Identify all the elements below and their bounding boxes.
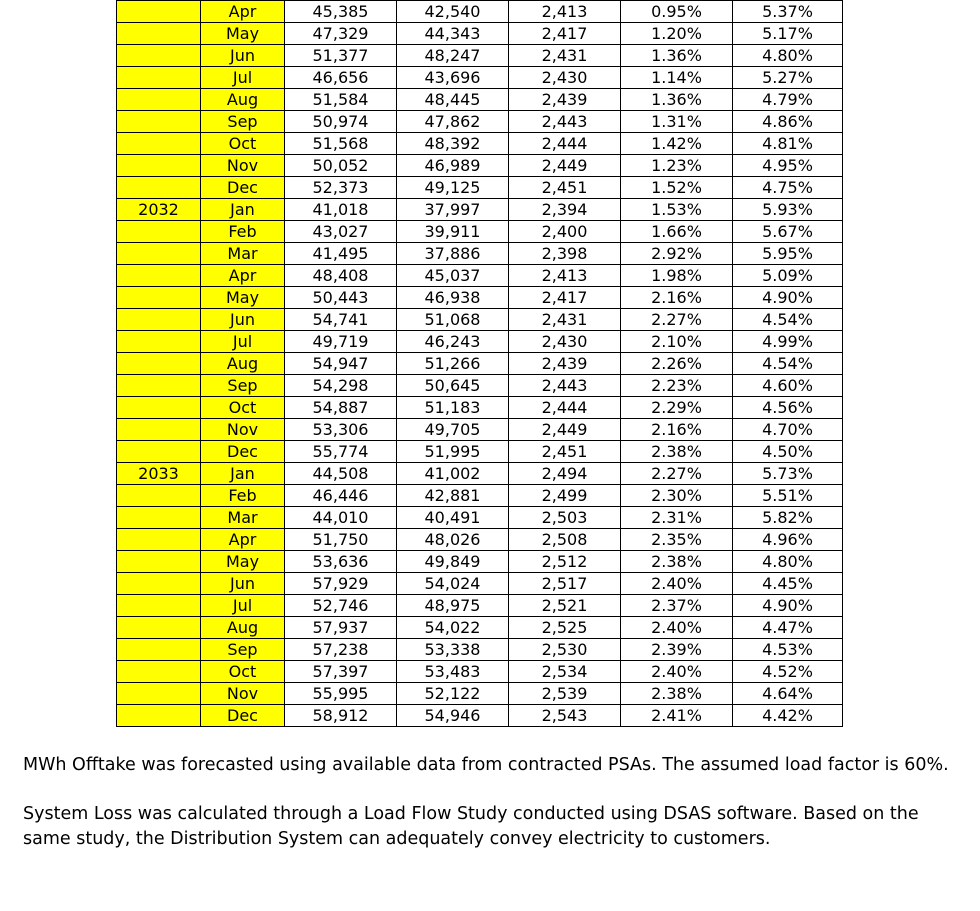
value-cell-2: 54,024	[397, 573, 509, 595]
value-cell-2: 49,125	[397, 177, 509, 199]
value-cell-3: 2,517	[509, 573, 621, 595]
year-cell	[117, 133, 201, 155]
value-cell-2: 51,266	[397, 353, 509, 375]
value-cell-4: 2.30%	[621, 485, 733, 507]
value-cell-5: 4.50%	[733, 441, 843, 463]
table-row	[117, 1, 843, 23]
month-cell: May	[201, 551, 285, 573]
value-cell-2: 49,849	[397, 551, 509, 573]
year-cell	[117, 705, 201, 727]
year-cell	[117, 573, 201, 595]
value-cell-1: 41,495	[285, 243, 397, 265]
table-row	[117, 45, 843, 67]
table-body	[117, 1, 843, 727]
value-cell-3: 2,444	[509, 397, 621, 419]
value-cell-3: 2,534	[509, 661, 621, 683]
value-cell-4: 2.31%	[621, 507, 733, 529]
value-cell-1: 51,377	[285, 45, 397, 67]
value-cell-4: 2.39%	[621, 639, 733, 661]
value-cell-2: 42,540	[397, 1, 509, 23]
value-cell-2: 54,022	[397, 617, 509, 639]
value-cell-1: 41,018	[285, 199, 397, 221]
table-row	[117, 705, 843, 727]
month-cell: May	[201, 23, 285, 45]
value-cell-5: 4.80%	[733, 45, 843, 67]
value-cell-2: 48,445	[397, 89, 509, 111]
value-cell-3: 2,394	[509, 199, 621, 221]
value-cell-3: 2,430	[509, 331, 621, 353]
value-cell-4: 2.16%	[621, 419, 733, 441]
value-cell-4: 2.40%	[621, 617, 733, 639]
value-cell-2: 52,122	[397, 683, 509, 705]
month-cell: Aug	[201, 89, 285, 111]
year-cell	[117, 331, 201, 353]
value-cell-4: 1.36%	[621, 89, 733, 111]
value-cell-4: 1.36%	[621, 45, 733, 67]
value-cell-3: 2,449	[509, 419, 621, 441]
value-cell-5: 4.53%	[733, 639, 843, 661]
month-cell: Dec	[201, 177, 285, 199]
value-cell-2: 51,068	[397, 309, 509, 331]
table-row	[117, 507, 843, 529]
value-cell-1: 53,306	[285, 419, 397, 441]
value-cell-4: 1.14%	[621, 67, 733, 89]
value-cell-2: 48,026	[397, 529, 509, 551]
value-cell-2: 43,696	[397, 67, 509, 89]
year-cell	[117, 397, 201, 419]
value-cell-1: 51,568	[285, 133, 397, 155]
value-cell-4: 2.27%	[621, 463, 733, 485]
year-cell	[117, 111, 201, 133]
month-cell: Sep	[201, 375, 285, 397]
value-cell-1: 47,329	[285, 23, 397, 45]
value-cell-5: 4.52%	[733, 661, 843, 683]
year-cell	[117, 45, 201, 67]
month-cell: Jul	[201, 595, 285, 617]
month-cell: Aug	[201, 617, 285, 639]
value-cell-3: 2,400	[509, 221, 621, 243]
value-cell-5: 4.96%	[733, 529, 843, 551]
value-cell-5: 4.90%	[733, 595, 843, 617]
table-row	[117, 111, 843, 133]
year-cell	[117, 551, 201, 573]
value-cell-5: 4.45%	[733, 573, 843, 595]
value-cell-3: 2,530	[509, 639, 621, 661]
value-cell-1: 54,298	[285, 375, 397, 397]
month-cell: May	[201, 287, 285, 309]
value-cell-2: 45,037	[397, 265, 509, 287]
value-cell-1: 57,929	[285, 573, 397, 595]
table-row	[117, 441, 843, 463]
month-cell: Oct	[201, 661, 285, 683]
value-cell-1: 57,238	[285, 639, 397, 661]
value-cell-1: 50,443	[285, 287, 397, 309]
year-cell	[117, 441, 201, 463]
value-cell-2: 37,997	[397, 199, 509, 221]
value-cell-1: 54,887	[285, 397, 397, 419]
year-cell	[117, 23, 201, 45]
value-cell-4: 2.92%	[621, 243, 733, 265]
value-cell-4: 1.42%	[621, 133, 733, 155]
value-cell-5: 4.64%	[733, 683, 843, 705]
note-offtake: MWh Offtake was forecasted using available data from contracted PSAs. The assumed load factor is 60%.	[23, 755, 949, 775]
value-cell-4: 2.35%	[621, 529, 733, 551]
year-cell	[117, 529, 201, 551]
value-cell-2: 42,881	[397, 485, 509, 507]
month-cell: Apr	[201, 1, 285, 23]
value-cell-1: 55,995	[285, 683, 397, 705]
table-row	[117, 331, 843, 353]
value-cell-1: 50,974	[285, 111, 397, 133]
value-cell-1: 44,010	[285, 507, 397, 529]
value-cell-4: 2.23%	[621, 375, 733, 397]
value-cell-5: 4.47%	[733, 617, 843, 639]
value-cell-4: 2.10%	[621, 331, 733, 353]
value-cell-3: 2,521	[509, 595, 621, 617]
value-cell-4: 0.95%	[621, 1, 733, 23]
table-row	[117, 309, 843, 331]
value-cell-3: 2,451	[509, 441, 621, 463]
value-cell-4: 1.23%	[621, 155, 733, 177]
table-row	[117, 89, 843, 111]
value-cell-4: 2.37%	[621, 595, 733, 617]
year-cell	[117, 617, 201, 639]
table-row	[117, 683, 843, 705]
month-cell: Jul	[201, 331, 285, 353]
month-cell: Apr	[201, 265, 285, 287]
value-cell-5: 5.51%	[733, 485, 843, 507]
value-cell-1: 55,774	[285, 441, 397, 463]
month-cell: Jun	[201, 573, 285, 595]
year-cell	[117, 243, 201, 265]
value-cell-3: 2,503	[509, 507, 621, 529]
value-cell-2: 51,183	[397, 397, 509, 419]
year-cell	[117, 661, 201, 683]
value-cell-1: 51,584	[285, 89, 397, 111]
value-cell-2: 39,911	[397, 221, 509, 243]
year-cell	[117, 67, 201, 89]
table-row	[117, 661, 843, 683]
month-cell: Oct	[201, 397, 285, 419]
year-cell	[117, 1, 201, 23]
value-cell-5: 4.99%	[733, 331, 843, 353]
value-cell-2: 51,995	[397, 441, 509, 463]
value-cell-4: 2.38%	[621, 683, 733, 705]
year-cell	[117, 265, 201, 287]
notes-section	[23, 753, 953, 876]
value-cell-5: 4.95%	[733, 155, 843, 177]
value-cell-3: 2,539	[509, 683, 621, 705]
value-cell-1: 58,912	[285, 705, 397, 727]
month-cell: Nov	[201, 155, 285, 177]
month-cell: Sep	[201, 111, 285, 133]
value-cell-5: 4.75%	[733, 177, 843, 199]
value-cell-3: 2,417	[509, 23, 621, 45]
value-cell-5: 5.67%	[733, 221, 843, 243]
value-cell-5: 4.79%	[733, 89, 843, 111]
table-row	[117, 397, 843, 419]
value-cell-3: 2,417	[509, 287, 621, 309]
year-cell	[117, 221, 201, 243]
value-cell-5: 4.54%	[733, 353, 843, 375]
value-cell-4: 1.52%	[621, 177, 733, 199]
year-cell	[117, 595, 201, 617]
table-row	[117, 529, 843, 551]
table-row	[117, 463, 843, 485]
value-cell-4: 1.53%	[621, 199, 733, 221]
value-cell-1: 46,656	[285, 67, 397, 89]
month-cell: Mar	[201, 507, 285, 529]
month-cell: Nov	[201, 419, 285, 441]
value-cell-2: 48,392	[397, 133, 509, 155]
month-cell: Sep	[201, 639, 285, 661]
value-cell-3: 2,494	[509, 463, 621, 485]
value-cell-4: 2.16%	[621, 287, 733, 309]
year-cell	[117, 683, 201, 705]
year-cell	[117, 309, 201, 331]
table-row	[117, 419, 843, 441]
table-row	[117, 639, 843, 661]
value-cell-2: 54,946	[397, 705, 509, 727]
month-cell: Oct	[201, 133, 285, 155]
value-cell-2: 44,343	[397, 23, 509, 45]
year-cell	[117, 353, 201, 375]
year-cell	[117, 419, 201, 441]
table-row	[117, 485, 843, 507]
value-cell-3: 2,431	[509, 309, 621, 331]
value-cell-4: 2.41%	[621, 705, 733, 727]
table-row	[117, 23, 843, 45]
value-cell-1: 53,636	[285, 551, 397, 573]
month-cell: Dec	[201, 705, 285, 727]
value-cell-3: 2,398	[509, 243, 621, 265]
year-cell	[117, 177, 201, 199]
month-cell: Dec	[201, 441, 285, 463]
year-cell	[117, 89, 201, 111]
month-cell: Feb	[201, 221, 285, 243]
table-row	[117, 177, 843, 199]
value-cell-1: 57,397	[285, 661, 397, 683]
value-cell-5: 5.27%	[733, 67, 843, 89]
value-cell-2: 46,243	[397, 331, 509, 353]
year-cell	[117, 507, 201, 529]
value-cell-1: 48,408	[285, 265, 397, 287]
value-cell-3: 2,543	[509, 705, 621, 727]
value-cell-1: 50,052	[285, 155, 397, 177]
month-cell: Mar	[201, 243, 285, 265]
value-cell-1: 44,508	[285, 463, 397, 485]
value-cell-5: 4.56%	[733, 397, 843, 419]
value-cell-5: 4.54%	[733, 309, 843, 331]
value-cell-3: 2,508	[509, 529, 621, 551]
table-row	[117, 287, 843, 309]
value-cell-2: 53,483	[397, 661, 509, 683]
value-cell-4: 2.27%	[621, 309, 733, 331]
year-cell	[117, 375, 201, 397]
table-row	[117, 221, 843, 243]
value-cell-2: 40,491	[397, 507, 509, 529]
month-cell: Jan	[201, 463, 285, 485]
value-cell-2: 53,338	[397, 639, 509, 661]
value-cell-5: 4.80%	[733, 551, 843, 573]
month-cell: Jun	[201, 45, 285, 67]
table-row	[117, 243, 843, 265]
value-cell-2: 41,002	[397, 463, 509, 485]
value-cell-1: 46,446	[285, 485, 397, 507]
value-cell-5: 4.86%	[733, 111, 843, 133]
value-cell-2: 48,975	[397, 595, 509, 617]
value-cell-4: 2.26%	[621, 353, 733, 375]
table-row	[117, 573, 843, 595]
value-cell-3: 2,449	[509, 155, 621, 177]
value-cell-2: 46,989	[397, 155, 509, 177]
value-cell-5: 5.95%	[733, 243, 843, 265]
year-cell	[117, 287, 201, 309]
value-cell-1: 43,027	[285, 221, 397, 243]
value-cell-1: 54,947	[285, 353, 397, 375]
month-cell: Apr	[201, 529, 285, 551]
table-row	[117, 67, 843, 89]
value-cell-4: 1.98%	[621, 265, 733, 287]
year-cell	[117, 485, 201, 507]
value-cell-1: 52,373	[285, 177, 397, 199]
table-row	[117, 551, 843, 573]
value-cell-5: 4.60%	[733, 375, 843, 397]
value-cell-4: 1.31%	[621, 111, 733, 133]
value-cell-1: 51,750	[285, 529, 397, 551]
value-cell-4: 2.40%	[621, 573, 733, 595]
value-cell-5: 4.81%	[733, 133, 843, 155]
value-cell-2: 49,705	[397, 419, 509, 441]
value-cell-5: 5.09%	[733, 265, 843, 287]
value-cell-2: 48,247	[397, 45, 509, 67]
value-cell-5: 5.82%	[733, 507, 843, 529]
table-row	[117, 595, 843, 617]
value-cell-1: 52,746	[285, 595, 397, 617]
month-cell: Jun	[201, 309, 285, 331]
value-cell-3: 2,451	[509, 177, 621, 199]
value-cell-2: 46,938	[397, 287, 509, 309]
month-cell: Nov	[201, 683, 285, 705]
table-row	[117, 265, 843, 287]
month-cell: Jul	[201, 67, 285, 89]
value-cell-3: 2,499	[509, 485, 621, 507]
note-system-loss: System Loss was calculated through a Load Flow Study conducted using DSAS software. Based on the same study, the Distribution System can adequately convey electricity to customers.	[23, 804, 919, 849]
value-cell-1: 49,719	[285, 331, 397, 353]
value-cell-3: 2,439	[509, 89, 621, 111]
value-cell-4: 2.29%	[621, 397, 733, 419]
month-cell: Feb	[201, 485, 285, 507]
value-cell-3: 2,525	[509, 617, 621, 639]
value-cell-5: 5.37%	[733, 1, 843, 23]
value-cell-4: 2.40%	[621, 661, 733, 683]
value-cell-3: 2,444	[509, 133, 621, 155]
value-cell-5: 5.73%	[733, 463, 843, 485]
table-row	[117, 199, 843, 221]
year-cell	[117, 155, 201, 177]
month-cell: Aug	[201, 353, 285, 375]
value-cell-5: 5.93%	[733, 199, 843, 221]
year-cell: 2032	[117, 199, 201, 221]
value-cell-3: 2,431	[509, 45, 621, 67]
value-cell-3: 2,413	[509, 1, 621, 23]
table-row	[117, 155, 843, 177]
value-cell-1: 45,385	[285, 1, 397, 23]
value-cell-5: 4.90%	[733, 287, 843, 309]
month-cell: Jan	[201, 199, 285, 221]
value-cell-3: 2,413	[509, 265, 621, 287]
value-cell-4: 2.38%	[621, 551, 733, 573]
value-cell-2: 37,886	[397, 243, 509, 265]
value-cell-4: 1.20%	[621, 23, 733, 45]
forecast-table	[116, 0, 843, 727]
value-cell-1: 57,937	[285, 617, 397, 639]
value-cell-3: 2,439	[509, 353, 621, 375]
value-cell-3: 2,430	[509, 67, 621, 89]
year-cell	[117, 639, 201, 661]
year-cell: 2033	[117, 463, 201, 485]
value-cell-5: 4.70%	[733, 419, 843, 441]
value-cell-3: 2,443	[509, 375, 621, 397]
value-cell-5: 4.42%	[733, 705, 843, 727]
value-cell-2: 47,862	[397, 111, 509, 133]
table-row	[117, 375, 843, 397]
value-cell-4: 2.38%	[621, 441, 733, 463]
value-cell-3: 2,512	[509, 551, 621, 573]
table-row	[117, 133, 843, 155]
table-row	[117, 353, 843, 375]
value-cell-1: 54,741	[285, 309, 397, 331]
value-cell-4: 1.66%	[621, 221, 733, 243]
table-row	[117, 617, 843, 639]
value-cell-2: 50,645	[397, 375, 509, 397]
value-cell-3: 2,443	[509, 111, 621, 133]
value-cell-5: 5.17%	[733, 23, 843, 45]
